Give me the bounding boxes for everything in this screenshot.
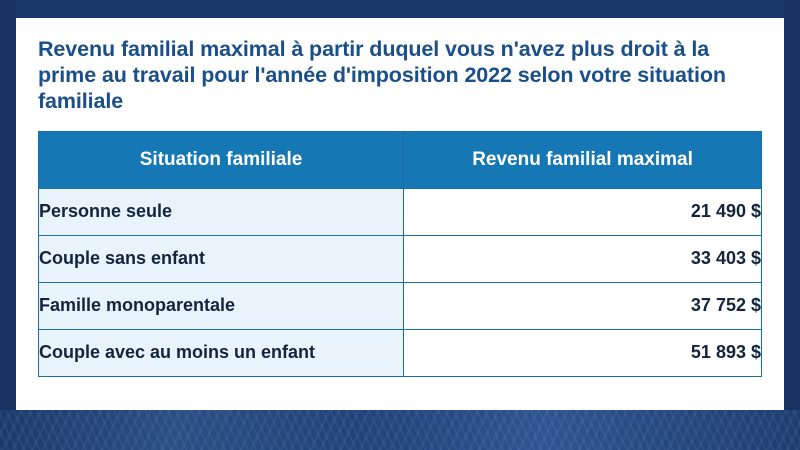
cell-revenu: 37 752 $	[404, 282, 762, 329]
table-row	[39, 329, 762, 376]
cell-revenu: 51 893 $	[404, 329, 762, 376]
table-header-row	[39, 131, 762, 188]
page-title: Revenu familial maximal à partir duquel vous n'avez plus droit à la prime au travail pour l'année d'imposition 2022 selon votre situation familiale	[38, 37, 726, 114]
cell-situation: Couple sans enfant	[39, 235, 404, 282]
cell-revenu: 21 490 $	[404, 188, 762, 235]
data-table	[38, 131, 762, 377]
table-row	[39, 282, 762, 329]
cell-situation: Couple avec au moins un enfant	[39, 329, 404, 376]
table-body	[39, 188, 762, 376]
table-row	[39, 235, 762, 282]
top-band	[0, 0, 800, 18]
cell-revenu: 33 403 $	[404, 235, 762, 282]
table-row	[39, 188, 762, 235]
content-card	[16, 18, 784, 410]
column-header-situation: Situation familiale	[39, 131, 404, 188]
left-band	[0, 0, 16, 450]
cell-situation: Famille monoparentale	[39, 282, 404, 329]
cell-situation: Personne seule	[39, 188, 404, 235]
table-header	[39, 131, 762, 188]
bottom-texture-band	[0, 410, 800, 450]
column-header-revenu: Revenu familial maximal	[404, 131, 762, 188]
right-band	[784, 0, 800, 450]
